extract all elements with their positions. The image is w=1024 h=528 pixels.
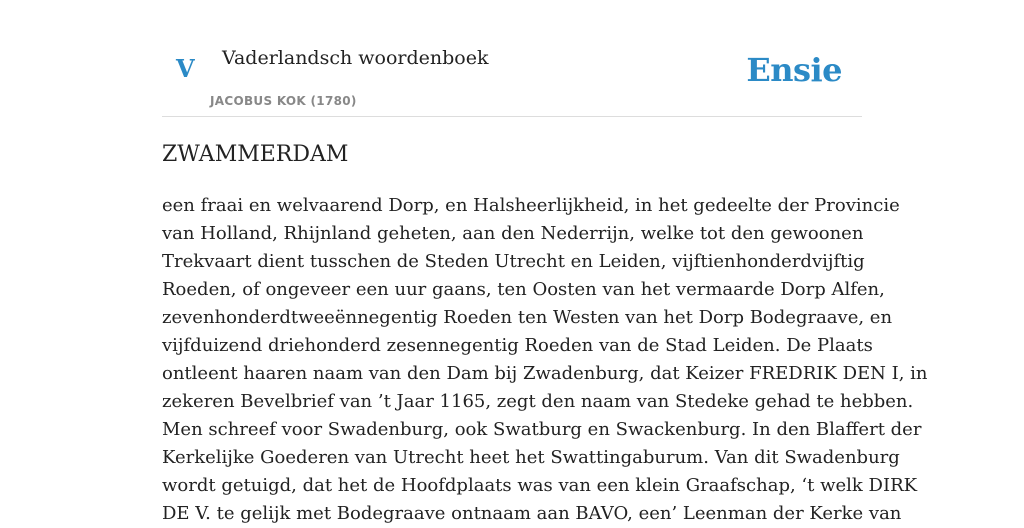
book-title-link[interactable]: Vaderlandsch woordenboek (222, 47, 489, 69)
entry-line: Kerkelijke Goederen van Utrecht heet het Swattingaburum. Van dit Swadenburg (162, 447, 900, 468)
entry-line: vijfduizend driehonderd zesennegentig Roeden van de Stad Leiden. De Plaats (162, 335, 873, 356)
entry-line: zevenhonderdtweeënnegentig Roeden ten Westen van het Dorp Bodegraave, en (162, 307, 893, 328)
page (162, 0, 928, 524)
entry-line: ontleent haaren naam van den Dam bij Zwadenburg, dat Keizer FREDRIK DEN I, in (162, 363, 928, 384)
header (162, 0, 862, 117)
entry-line: van Holland, Rhijnland geheten, aan den Nederrijn, welke tot den gewoonen (162, 223, 864, 244)
entry-title: ZWAMMERDAM (162, 142, 349, 167)
entry-line: Men schreef voor Swadenburg, ook Swatburg en Swackenburg. In den Blaffert der (162, 419, 922, 440)
entry-line: DE V. te gelijk met Bodegraave ontnaam aan BAVO, een’ Leenman der Kerke van (162, 503, 902, 524)
author-link[interactable]: JACOBUS KOK (1780) (210, 94, 357, 108)
ensie-logo[interactable]: Ensie (746, 51, 842, 89)
letter-index-link[interactable]: V (176, 54, 195, 83)
entry-line: zekeren Bevelbrief van ’t Jaar 1165, zegt den naam van Stedeke gehad te hebben. (162, 391, 914, 412)
entry-line: een fraai en welvaarend Dorp, en Halsheerlijkheid, in het gedeelte der Provincie (162, 195, 900, 216)
entry-body (162, 192, 928, 528)
entry-line: Trekvaart dient tusschen de Steden Utrecht en Leiden, vijftienhonderdvijftig (162, 251, 865, 272)
entry-line: wordt getuigd, dat het de Hoofdplaats was van een klein Graafschap, ‘t welk DIRK (162, 475, 918, 496)
entry-line: Roeden, of ongeveer een uur gaans, ten Oosten van het vermaarde Dorp Alfen, (162, 279, 885, 300)
